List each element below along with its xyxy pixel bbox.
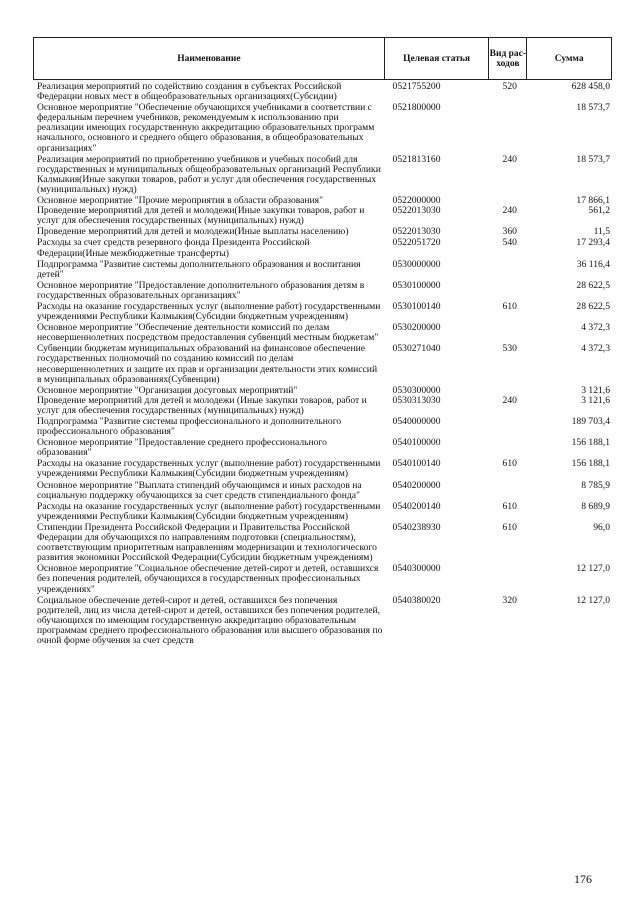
row-code: 0530100140 [392, 300, 441, 312]
row-code: 0540100140 [392, 458, 441, 470]
row-vid [491, 417, 529, 437]
table-row [37, 260, 612, 280]
row-sum: 4 372,3 [581, 322, 610, 334]
row-name: Проведение мероприятий для детей и молодежи(Иные выплаты населению) [37, 226, 349, 238]
row-code: 0522000000 0522013030 [392, 195, 441, 217]
table-row [37, 564, 612, 594]
row-sum: 17 866,1 561,2 [576, 195, 610, 217]
row-code: 0540000000 [392, 416, 441, 427]
row-sum: 28 622,5 [576, 300, 610, 312]
row-vid: 610 [502, 500, 517, 512]
table-row [37, 386, 612, 416]
row-name: Подпрограмма "Развитие системы дополнительного образования и воспитания детей" [37, 258, 361, 280]
table-row [37, 196, 612, 226]
row-name: Основное мероприятие "Предоставление дополнительного образования детям в государственных образовательных организациях" [37, 279, 365, 301]
table-row [37, 238, 612, 258]
row-vid: 610 [502, 300, 517, 312]
row-sum: 3 121,6 3 121,6 [581, 384, 610, 406]
row-sum: 189 703,4 [571, 416, 610, 427]
table-header [33, 37, 612, 80]
table-row [37, 523, 612, 563]
row-vid: 610 [502, 521, 517, 533]
row-code: 0530200000 [392, 322, 441, 334]
row-code: 0521813160 [392, 153, 441, 165]
row-code: 0522013030 [392, 226, 441, 238]
row-name: Расходы на оказание государственных услуг (выполнение работ) государственными учреждениями Республики Калмыкия(Субсидии бюджетным учреждениям) [37, 300, 381, 323]
row-name: Основное мероприятие "Обеспечение деятельности комиссий по делам несовершеннолетних посредством предоставления субвенций местным бюджетам" [37, 322, 379, 344]
row-code: 0540200140 [392, 500, 441, 512]
table-row [37, 502, 612, 522]
row-code: 0530100000 [392, 279, 441, 291]
row-sum: 156 188,1 [571, 458, 610, 470]
row-sum: 4 372,3 [581, 343, 610, 355]
row-name: Стипендии Президента Российской Федерации и Правительства Российской Федерации для обучающихся по направлениям подготовки (специальностям), соответствующим приоритетным направлениям модернизации и технологического развития экономики Российской Федерации(Субсидии бюджетным учреждениям) [37, 521, 377, 564]
row-sum: 12 127,0 [576, 594, 610, 606]
row-vid: 530 [502, 343, 517, 355]
row-name: Основное мероприятие "Обеспечение обучающихся учебниками в соответствии с федеральным перечнем учебников, рекомендуемым к использованию при реализации имеющих государственную аккредитацию образовательных программ начального, основного и среднего общего образования, в общеобразовательных организациях" [37, 102, 375, 154]
table-row [37, 302, 612, 322]
row-code: 0530300000 0530313030 [392, 384, 441, 406]
table-row [37, 481, 612, 501]
row-code: 0521800000 [392, 102, 441, 114]
row-sum: 12 127,0 [576, 563, 610, 575]
row-code: 0540238930 [392, 521, 441, 533]
row-name: Основное мероприятие "Социальное обеспечение детей-сирот и детей, оставшихся без попечения родителей, обучающихся в государственных профессиональных учреждениях" [37, 563, 379, 595]
row-code: 0521755200 [392, 81, 441, 92]
header-vid: Вид рас-ходов [489, 38, 527, 79]
row-vid [491, 481, 529, 501]
table-row [37, 417, 612, 437]
table-row [37, 155, 612, 195]
row-name: Реализация мероприятий по приобретению учебников и учебных пособий для государственных и муниципальных общеобразовательных организаций Республики Калмыкия(Иные закупки товаров, работ и услуг для обеспечения государственных (муниципальных) нужд) [37, 153, 381, 195]
row-code: 0540380020 [392, 594, 441, 606]
row-name: Расходы на оказание государственных услуг (выполнение работ) государственными учреждениями Республики Калмыкия(Субсидии бюджетным учреждениям) [37, 500, 381, 522]
page-number: 176 [574, 872, 592, 886]
row-vid: 240 [502, 153, 517, 165]
row-vid [491, 260, 529, 280]
row-code: 0522051720 [392, 237, 441, 249]
row-code: 0540300000 [392, 563, 441, 575]
row-name: Расходы за счет средств резервного фонда Президента Российской Федерации(Иные межбюджетные трансферты) [37, 237, 310, 259]
table-row [37, 281, 612, 301]
row-name: Реализация мероприятий по содействию создания в субъектах Российской Федерации новых мест в общеобразовательных организациях(Субсидии) [37, 81, 342, 103]
row-sum: 18 573,7 [576, 102, 610, 114]
row-vid [491, 564, 529, 594]
table-row [37, 323, 612, 343]
row-name: Основное мероприятие "Организация досуговых мероприятий" Проведение мероприятий для детей и молодежи (Иные закупки товаров, работ и услуг для обеспечения государственных (муниципальных) нужд) [37, 384, 367, 416]
row-name: Социальное обеспечение детей-сирот и детей, оставшихся без попечения родителей, лиц из числа детей-сирот и детей, оставшихся без попечения родителей, обучающихся по имеющим государственную аккредитацию образовательным программам среднего профессионального образования или высшего образования по очной форме обучения за счет средств [37, 594, 383, 646]
row-code: 0530000000 [392, 258, 441, 270]
row-sum: 96,0 [593, 521, 610, 533]
row-sum: 17 293,4 [576, 237, 610, 249]
row-name: Субвенции бюджетам муниципальных образований на финансовое обеспечение государственных полномочий по созданию комиссий по делам несовершеннолетних и защите их прав и организации деятельности этих комиссий в муниципальных образованиях(Субвенции) [37, 343, 378, 385]
table-row [37, 438, 612, 458]
table-row [37, 82, 612, 102]
table-body [37, 82, 612, 647]
header-sum: Сумма [554, 53, 584, 64]
table-row [37, 103, 612, 153]
row-sum: 18 573,7 [576, 153, 610, 165]
row-vid [491, 323, 529, 343]
row-sum: 8 689,9 [581, 500, 610, 512]
row-vid: 360 [502, 226, 517, 238]
row-vid [491, 103, 529, 153]
row-vid: 540 [502, 237, 517, 249]
table-row [37, 344, 612, 384]
row-name: Основное мероприятие "Выплата стипендий обучающимся и иных расходов на социальную поддержку обучающихся за счет средств стипендиального фонда" [37, 479, 362, 501]
row-vid: 320 [502, 594, 517, 606]
row-sum: 628 458,0 [571, 81, 610, 92]
table-row [37, 596, 612, 646]
row-vid: 610 [502, 458, 517, 470]
table-row [37, 459, 612, 479]
row-name: Подпрограмма "Развитие системы профессионального и дополнительного профессионального образования" [37, 416, 342, 438]
row-vid: 240 [502, 394, 517, 406]
row-sum: 156 188,1 [571, 437, 610, 449]
row-sum: 11,5 [593, 226, 610, 238]
table-row [37, 227, 612, 237]
row-vid: 520 [502, 81, 517, 92]
row-name: Основное мероприятие "Прочие мероприятия в области образования" Проведение мероприятий для детей и молодежи(Иные закупки товаров, работ и услуг для обеспечения государственных (муниципальных) нужд) [37, 195, 365, 227]
row-vid: 240 [502, 205, 517, 217]
row-sum: 36 116,4 [576, 258, 610, 270]
row-code: 0530271040 [392, 343, 441, 355]
row-name: Расходы на оказание государственных услуг (выполнение работ) государственными учреждениями Республики Калмыкия(Субсидии бюджетным учреждениям) [37, 458, 381, 480]
row-vid [491, 281, 529, 301]
header-name: Наименование [34, 38, 385, 79]
row-vid [491, 438, 529, 458]
row-name: Основное мероприятие "Предоставление среднего профессионального образования" [37, 437, 327, 459]
row-sum: 8 785,9 [581, 479, 610, 491]
row-code: 0540100000 [392, 437, 441, 449]
header-code: Целевая статья [385, 38, 490, 79]
row-code: 0540200000 [392, 479, 441, 491]
row-sum: 28 622,5 [576, 279, 610, 291]
